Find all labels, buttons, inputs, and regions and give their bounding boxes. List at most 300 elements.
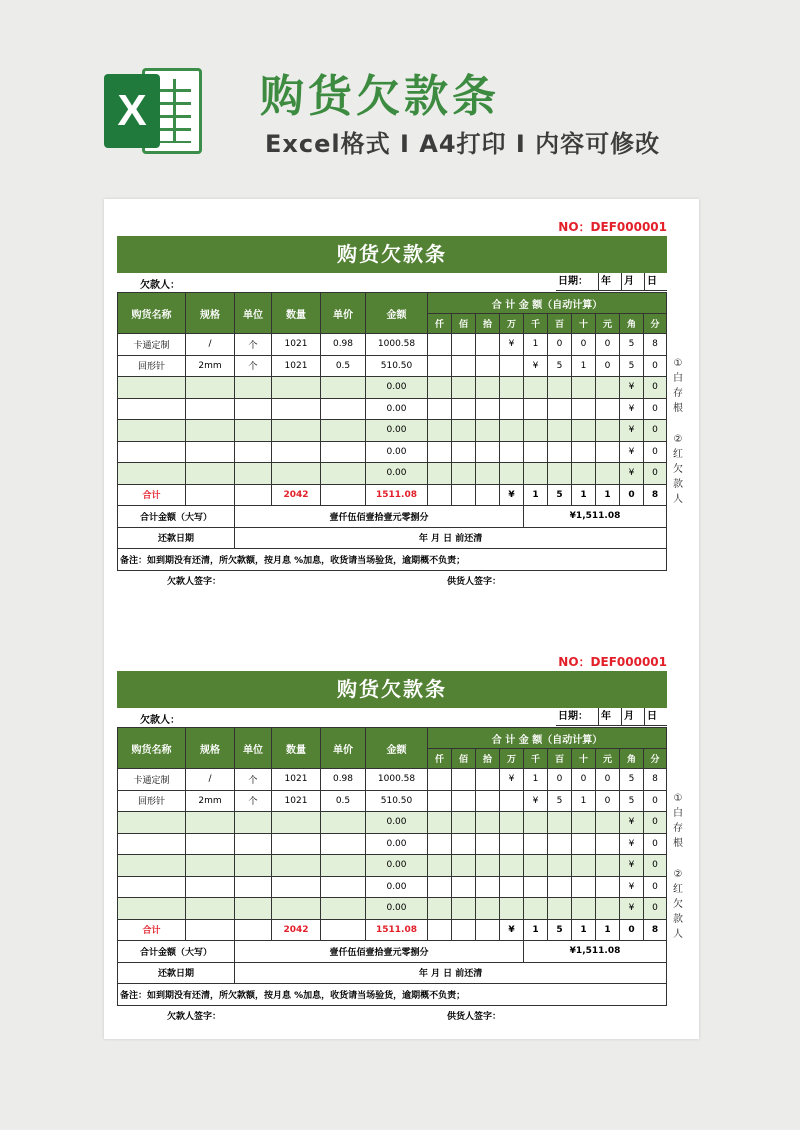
date-field[interactable]	[556, 273, 667, 291]
total-digit[interactable]: 5	[548, 919, 572, 941]
repay-date-value[interactable]: 年 月 日 前还清	[235, 527, 667, 549]
cell-digit[interactable]: ¥	[620, 441, 644, 463]
table-row	[118, 876, 667, 898]
cell-digit[interactable]	[572, 833, 596, 855]
cell-digit[interactable]: 0	[548, 769, 572, 791]
cell-digit[interactable]	[500, 876, 524, 898]
cell-digit[interactable]	[524, 898, 548, 920]
cell-quantity[interactable]	[272, 463, 321, 485]
repay-date-value[interactable]: 年 月 日 前还清	[235, 962, 667, 984]
cell-price[interactable]	[321, 833, 366, 855]
side-note-char: 红	[673, 449, 683, 460]
cell-digit[interactable]	[476, 833, 500, 855]
side-note-char: 红	[673, 884, 683, 895]
cell-goods-name[interactable]	[118, 463, 186, 485]
cell-digit[interactable]	[428, 898, 452, 920]
cell-digit[interactable]	[428, 790, 452, 812]
cell-unit[interactable]: 个	[235, 790, 272, 812]
cell-digit[interactable]: 8	[644, 769, 667, 791]
cell-unit[interactable]	[235, 398, 272, 420]
cell-digit[interactable]	[572, 898, 596, 920]
cell-digit[interactable]: 0	[572, 769, 596, 791]
cell-price[interactable]: 0.5	[321, 355, 366, 377]
cell-digit[interactable]	[572, 377, 596, 399]
cell-digit[interactable]	[476, 463, 500, 485]
cell-price[interactable]	[321, 812, 366, 834]
cell-unit[interactable]	[235, 377, 272, 399]
debtor-signature-label: 欠款人签字：	[167, 1012, 222, 1022]
cell-digit[interactable]	[596, 441, 620, 463]
cell-digit[interactable]: 8	[644, 334, 667, 356]
cell-digit[interactable]	[428, 334, 452, 356]
cell-quantity[interactable]	[272, 898, 321, 920]
cell-digit[interactable]	[548, 420, 572, 442]
cell-digit[interactable]	[428, 398, 452, 420]
cell-amount[interactable]: 1000.58	[366, 769, 428, 791]
cell-goods-name[interactable]	[118, 833, 186, 855]
cell-digit[interactable]: 0	[644, 377, 667, 399]
cell-quantity[interactable]: 1021	[272, 790, 321, 812]
total-digit[interactable]	[476, 484, 500, 506]
cell-digit[interactable]: 0	[644, 790, 667, 812]
cell-digit[interactable]	[476, 790, 500, 812]
total-digit[interactable]: 1	[524, 484, 548, 506]
cell-price[interactable]	[321, 898, 366, 920]
cell-digit[interactable]: ¥	[500, 769, 524, 791]
remark-text: 备注：如到期没有还清，所欠款额，按月息 %加息，收货请当场验货，逾期概不负责；	[118, 984, 667, 1006]
cell-spec[interactable]	[186, 463, 235, 485]
total-unit-empty[interactable]	[235, 484, 272, 506]
cell-digit[interactable]	[596, 833, 620, 855]
cell-digit[interactable]	[428, 876, 452, 898]
cell-digit[interactable]: 5	[620, 769, 644, 791]
cell-digit[interactable]	[500, 898, 524, 920]
cell-goods-name[interactable]: 卡通定制	[118, 769, 186, 791]
cell-price[interactable]	[321, 441, 366, 463]
total-digit[interactable]	[452, 919, 476, 941]
cell-digit[interactable]	[524, 855, 548, 877]
cell-price[interactable]	[321, 463, 366, 485]
cell-digit[interactable]	[596, 398, 620, 420]
table-row	[118, 898, 667, 920]
cell-unit[interactable]	[235, 876, 272, 898]
cell-digit[interactable]	[572, 812, 596, 834]
cell-digit[interactable]	[596, 855, 620, 877]
cell-digit[interactable]: 0	[644, 833, 667, 855]
cell-digit[interactable]: 5	[548, 790, 572, 812]
cell-digit[interactable]	[428, 420, 452, 442]
cell-quantity[interactable]	[272, 876, 321, 898]
total-digit[interactable]: 1	[572, 919, 596, 941]
total-amount[interactable]: 1511.08	[366, 919, 428, 941]
cell-digit[interactable]	[452, 790, 476, 812]
cell-price[interactable]	[321, 377, 366, 399]
total-amount[interactable]: 1511.08	[366, 484, 428, 506]
header-goods-name: 购货名称	[118, 728, 186, 769]
cell-digit[interactable]: 0	[644, 420, 667, 442]
total-label[interactable]: 合计	[118, 919, 186, 941]
total-digit[interactable]: 1	[572, 484, 596, 506]
cell-digit[interactable]: 0	[644, 398, 667, 420]
cell-quantity[interactable]: 1021	[272, 355, 321, 377]
cell-digit[interactable]	[452, 876, 476, 898]
header-digit: 百	[548, 749, 572, 769]
cell-price[interactable]	[321, 876, 366, 898]
cell-goods-name[interactable]	[118, 855, 186, 877]
cell-digit[interactable]	[572, 398, 596, 420]
cell-amount[interactable]: 0.00	[366, 441, 428, 463]
cell-digit[interactable]: 5	[620, 334, 644, 356]
cell-digit[interactable]	[500, 398, 524, 420]
cell-digit[interactable]	[572, 855, 596, 877]
cell-digit[interactable]	[548, 463, 572, 485]
cell-digit[interactable]	[476, 441, 500, 463]
cell-goods-name[interactable]	[118, 812, 186, 834]
cell-spec[interactable]	[186, 420, 235, 442]
cell-goods-name[interactable]: 回形针	[118, 790, 186, 812]
cell-quantity[interactable]	[272, 855, 321, 877]
cell-amount[interactable]: 0.00	[366, 898, 428, 920]
cell-digit[interactable]: 0	[644, 355, 667, 377]
cell-digit[interactable]: ¥	[620, 898, 644, 920]
cell-amount[interactable]: 0.00	[366, 420, 428, 442]
cell-quantity[interactable]: 1021	[272, 769, 321, 791]
capital-amount-value[interactable]: 壹仟伍佰壹拾壹元零捌分	[235, 506, 524, 528]
cell-digit[interactable]: 0	[548, 334, 572, 356]
cell-spec[interactable]	[186, 377, 235, 399]
cell-digit[interactable]: 5	[620, 355, 644, 377]
cell-digit[interactable]	[572, 463, 596, 485]
cell-goods-name[interactable]	[118, 420, 186, 442]
cell-spec[interactable]	[186, 398, 235, 420]
cell-digit[interactable]	[596, 377, 620, 399]
cell-digit[interactable]	[428, 769, 452, 791]
cell-digit[interactable]	[428, 355, 452, 377]
total-quantity[interactable]: 2042	[272, 484, 321, 506]
cell-digit[interactable]: 0	[596, 355, 620, 377]
cell-digit[interactable]	[452, 420, 476, 442]
cell-amount[interactable]: 0.00	[366, 812, 428, 834]
total-spec-empty[interactable]	[186, 484, 235, 506]
cell-digit[interactable]: 0	[644, 855, 667, 877]
cell-unit[interactable]	[235, 898, 272, 920]
cell-digit[interactable]: 1	[524, 769, 548, 791]
cell-price[interactable]: 0.98	[321, 334, 366, 356]
header-spec: 规格	[186, 728, 235, 769]
cell-digit[interactable]	[428, 812, 452, 834]
cell-spec[interactable]	[186, 876, 235, 898]
cell-unit[interactable]: 个	[235, 355, 272, 377]
cell-digit[interactable]: 1	[572, 355, 596, 377]
cell-spec[interactable]	[186, 833, 235, 855]
table-row	[118, 790, 667, 812]
cell-amount[interactable]: 0.00	[366, 377, 428, 399]
cell-spec[interactable]	[186, 441, 235, 463]
cell-unit[interactable]	[235, 812, 272, 834]
cell-goods-name[interactable]	[118, 898, 186, 920]
side-note-char: 根	[673, 403, 683, 414]
total-digit[interactable]: 1	[596, 919, 620, 941]
cell-goods-name[interactable]	[118, 398, 186, 420]
cell-goods-name[interactable]	[118, 377, 186, 399]
total-digit[interactable]: 8	[644, 484, 667, 506]
cell-digit[interactable]	[500, 463, 524, 485]
cell-digit[interactable]	[524, 833, 548, 855]
cell-digit[interactable]	[548, 441, 572, 463]
cell-digit[interactable]	[428, 463, 452, 485]
cell-digit[interactable]	[524, 876, 548, 898]
cell-digit[interactable]	[572, 441, 596, 463]
cell-digit[interactable]	[476, 898, 500, 920]
cell-quantity[interactable]	[272, 833, 321, 855]
cell-digit[interactable]: ¥	[620, 377, 644, 399]
total-digit[interactable]	[452, 484, 476, 506]
header-sum-group: 合 计 金 额（自动计算）	[428, 293, 667, 314]
cell-quantity[interactable]	[272, 377, 321, 399]
cell-digit[interactable]	[452, 812, 476, 834]
debtor-label: 欠款人：	[140, 280, 180, 291]
cell-price[interactable]	[321, 420, 366, 442]
cell-digit[interactable]	[548, 833, 572, 855]
date-year-unit: 年	[598, 273, 621, 291]
cell-digit[interactable]: 0	[644, 463, 667, 485]
cell-goods-name[interactable]: 卡通定制	[118, 334, 186, 356]
cell-digit[interactable]: 1	[524, 334, 548, 356]
cell-digit[interactable]	[524, 398, 548, 420]
cell-digit[interactable]	[596, 420, 620, 442]
cell-digit[interactable]	[428, 855, 452, 877]
cell-digit[interactable]	[452, 769, 476, 791]
cell-digit[interactable]	[524, 420, 548, 442]
cell-digit[interactable]: 0	[596, 790, 620, 812]
cell-digit[interactable]: ¥	[620, 876, 644, 898]
cell-digit[interactable]: 1	[572, 790, 596, 812]
cell-unit[interactable]	[235, 420, 272, 442]
capital-amount-value[interactable]: 壹仟伍佰壹拾壹元零捌分	[235, 941, 524, 963]
cell-digit[interactable]	[452, 833, 476, 855]
table-row	[118, 441, 667, 463]
cell-digit[interactable]: ¥	[620, 398, 644, 420]
cell-digit[interactable]	[500, 377, 524, 399]
header-digit: 十	[572, 314, 596, 334]
total-unit-empty[interactable]	[235, 919, 272, 941]
cell-digit[interactable]	[476, 420, 500, 442]
side-note-debtor-copy	[671, 432, 685, 507]
cell-digit[interactable]	[548, 377, 572, 399]
header-unit: 单位	[235, 293, 272, 334]
goods-table	[117, 727, 667, 1006]
total-digit[interactable]: ¥	[500, 919, 524, 941]
cell-digit[interactable]	[500, 441, 524, 463]
cell-amount[interactable]: 510.50	[366, 790, 428, 812]
cell-digit[interactable]	[452, 898, 476, 920]
cell-price[interactable]	[321, 398, 366, 420]
cell-digit[interactable]	[476, 769, 500, 791]
total-digit[interactable]: ¥	[500, 484, 524, 506]
cell-quantity[interactable]	[272, 398, 321, 420]
cell-digit[interactable]	[452, 441, 476, 463]
side-note-stub	[671, 791, 685, 851]
cell-digit[interactable]	[500, 833, 524, 855]
cell-unit[interactable]: 个	[235, 334, 272, 356]
cell-digit[interactable]: 0	[596, 334, 620, 356]
cell-digit[interactable]	[428, 833, 452, 855]
cell-digit[interactable]	[452, 463, 476, 485]
cell-digit[interactable]: 0	[644, 898, 667, 920]
cell-digit[interactable]	[548, 812, 572, 834]
cell-quantity[interactable]	[272, 441, 321, 463]
total-digit[interactable]	[428, 919, 452, 941]
cell-digit[interactable]	[524, 812, 548, 834]
cell-digit[interactable]	[452, 855, 476, 877]
cell-spec[interactable]: 2mm	[186, 355, 235, 377]
cell-digit[interactable]	[548, 855, 572, 877]
table-row	[118, 812, 667, 834]
table-row	[118, 463, 667, 485]
cell-digit[interactable]: 0	[644, 812, 667, 834]
cell-digit[interactable]	[548, 398, 572, 420]
header-amount: 金额	[366, 293, 428, 334]
cell-amount[interactable]: 0.00	[366, 833, 428, 855]
cell-digit[interactable]	[596, 812, 620, 834]
cell-unit[interactable]	[235, 855, 272, 877]
cell-goods-name[interactable]	[118, 441, 186, 463]
cell-digit[interactable]	[572, 876, 596, 898]
capital-amount-row	[118, 506, 667, 528]
date-label: 日期：	[556, 273, 598, 291]
total-spec-empty[interactable]	[186, 919, 235, 941]
cell-digit[interactable]	[500, 855, 524, 877]
cell-digit[interactable]	[476, 334, 500, 356]
capital-amount-numeric[interactable]: ¥1,511.08	[524, 941, 667, 963]
cell-spec[interactable]: /	[186, 334, 235, 356]
cell-digit[interactable]	[596, 898, 620, 920]
cell-spec[interactable]	[186, 898, 235, 920]
cell-digit[interactable]	[476, 355, 500, 377]
cell-digit[interactable]	[596, 876, 620, 898]
cell-price[interactable]	[321, 855, 366, 877]
total-price-empty[interactable]	[321, 919, 366, 941]
date-field[interactable]	[556, 708, 667, 726]
cell-price[interactable]: 0.98	[321, 769, 366, 791]
cell-unit[interactable]	[235, 441, 272, 463]
cell-digit[interactable]	[548, 898, 572, 920]
total-quantity[interactable]: 2042	[272, 919, 321, 941]
cell-digit[interactable]: 0	[644, 441, 667, 463]
total-digit[interactable]: 0	[620, 484, 644, 506]
excel-logo-letter: X	[104, 74, 160, 148]
total-digit[interactable]: 1	[596, 484, 620, 506]
cell-digit[interactable]: ¥	[620, 420, 644, 442]
cell-digit[interactable]: ¥	[500, 334, 524, 356]
cell-amount[interactable]: 0.00	[366, 398, 428, 420]
cell-amount[interactable]: 0.00	[366, 463, 428, 485]
debtor-label: 欠款人：	[140, 715, 180, 726]
cell-digit[interactable]	[596, 463, 620, 485]
capital-amount-row	[118, 941, 667, 963]
cell-quantity[interactable]	[272, 812, 321, 834]
cell-digit[interactable]	[548, 876, 572, 898]
header-quantity: 数量	[272, 728, 321, 769]
cell-digit[interactable]	[500, 355, 524, 377]
cell-digit[interactable]: 0	[572, 334, 596, 356]
total-digit[interactable]: 5	[548, 484, 572, 506]
cell-quantity[interactable]: 1021	[272, 334, 321, 356]
cell-digit[interactable]	[476, 876, 500, 898]
cell-digit[interactable]: 5	[620, 790, 644, 812]
cell-digit[interactable]	[500, 420, 524, 442]
cell-spec[interactable]	[186, 812, 235, 834]
table-row	[118, 334, 667, 356]
cell-digit[interactable]: ¥	[620, 463, 644, 485]
cell-quantity[interactable]	[272, 420, 321, 442]
total-digit[interactable]: 0	[620, 919, 644, 941]
cell-digit[interactable]	[428, 377, 452, 399]
side-note-char: 人	[673, 929, 683, 940]
cell-unit[interactable]	[235, 463, 272, 485]
cell-digit[interactable]	[524, 377, 548, 399]
cell-digit[interactable]	[452, 377, 476, 399]
total-label[interactable]: 合计	[118, 484, 186, 506]
repay-date-label: 还款日期	[118, 962, 235, 984]
cell-amount[interactable]: 1000.58	[366, 334, 428, 356]
cell-digit[interactable]: ¥	[620, 812, 644, 834]
cell-amount[interactable]: 0.00	[366, 876, 428, 898]
cell-digit[interactable]: ¥	[620, 855, 644, 877]
cell-digit[interactable]	[452, 355, 476, 377]
cell-digit[interactable]: 5	[548, 355, 572, 377]
cell-spec[interactable]: 2mm	[186, 790, 235, 812]
total-digit[interactable]	[476, 919, 500, 941]
total-digit[interactable]	[428, 484, 452, 506]
cell-digit[interactable]: ¥	[524, 355, 548, 377]
cell-digit[interactable]	[500, 812, 524, 834]
cell-spec[interactable]: /	[186, 769, 235, 791]
cell-goods-name[interactable]	[118, 876, 186, 898]
cell-digit[interactable]: 0	[644, 876, 667, 898]
cell-digit[interactable]	[452, 398, 476, 420]
date-year-unit: 年	[598, 708, 621, 726]
capital-amount-numeric[interactable]: ¥1,511.08	[524, 506, 667, 528]
cell-digit[interactable]	[452, 334, 476, 356]
cell-digit[interactable]	[428, 441, 452, 463]
side-note-char: 存	[673, 388, 683, 399]
cell-digit[interactable]	[476, 398, 500, 420]
cell-digit[interactable]: ¥	[620, 833, 644, 855]
cell-goods-name[interactable]: 回形针	[118, 355, 186, 377]
total-digit[interactable]: 1	[524, 919, 548, 941]
cell-digit[interactable]	[500, 790, 524, 812]
cell-digit[interactable]	[572, 420, 596, 442]
cell-digit[interactable]: 0	[596, 769, 620, 791]
cell-digit[interactable]	[476, 377, 500, 399]
cell-price[interactable]: 0.5	[321, 790, 366, 812]
cell-spec[interactable]	[186, 855, 235, 877]
cell-amount[interactable]: 510.50	[366, 355, 428, 377]
total-price-empty[interactable]	[321, 484, 366, 506]
cell-unit[interactable]	[235, 833, 272, 855]
cell-digit[interactable]	[524, 463, 548, 485]
cell-digit[interactable]	[476, 855, 500, 877]
side-note-char: ②	[673, 434, 683, 445]
side-note-char: 欠	[673, 899, 683, 910]
cell-digit[interactable]	[476, 812, 500, 834]
cell-unit[interactable]: 个	[235, 769, 272, 791]
cell-digit[interactable]: ¥	[524, 790, 548, 812]
cell-digit[interactable]	[524, 441, 548, 463]
cell-amount[interactable]: 0.00	[366, 855, 428, 877]
total-digit[interactable]: 8	[644, 919, 667, 941]
